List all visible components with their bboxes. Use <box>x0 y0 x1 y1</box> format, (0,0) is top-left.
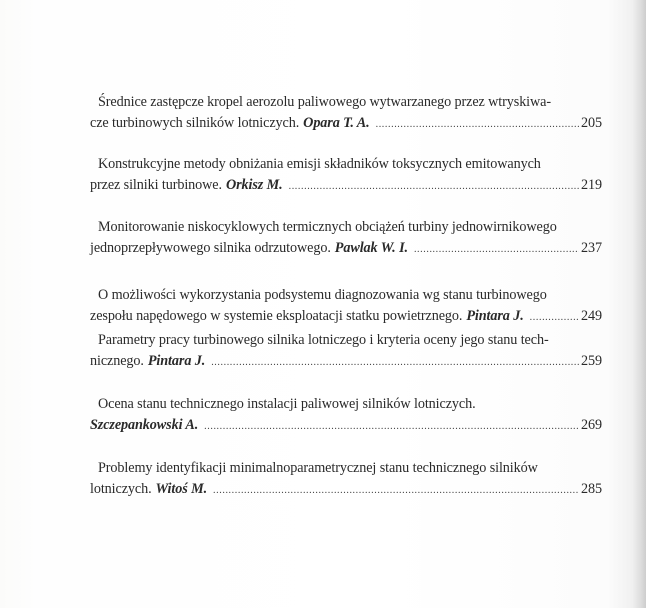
page-edge-shadow <box>632 0 646 608</box>
entry-author: Opara T. A. <box>303 114 370 131</box>
entry-last-line <box>90 306 602 329</box>
entry-title-line: Monitorowanie niskocyklowych termicznych obciążeń turbiny jednowirnikowego <box>98 219 557 235</box>
entry-author: Pintara J. <box>147 352 206 369</box>
entry-author: Orkisz M. <box>225 176 283 193</box>
dot-leader <box>289 177 579 198</box>
entry-title-line: Ocena stanu technicznego instalacji paliwowej silników lotniczych. <box>98 396 476 412</box>
entry-author: Szczepankowski A. <box>90 416 199 433</box>
entry-title-tail: lotniczych. <box>90 480 152 497</box>
entry-last-line <box>90 113 602 136</box>
entry-title-tail: jednoprzepływowego silnika odrzutowego. <box>90 239 331 256</box>
entry-page-number: 249 <box>581 307 602 324</box>
entry-page-number: 205 <box>581 114 602 131</box>
entry-page-number: 219 <box>581 176 602 193</box>
entry-last-line <box>90 479 602 502</box>
entry-last-line <box>90 175 602 198</box>
entry-page-number: 259 <box>581 352 602 369</box>
dot-leader <box>414 240 579 261</box>
dot-leader <box>211 353 579 374</box>
entry-author: Witoś M. <box>155 480 208 497</box>
dot-leader <box>204 417 579 438</box>
entry-title-tail: nicznego. <box>90 352 144 369</box>
entry-page-number: 237 <box>581 239 602 256</box>
entry-title-line: Konstrukcyjne metody obniżania emisji składników toksycznych emitowanych <box>98 156 541 172</box>
dot-leader <box>376 115 579 136</box>
toc-entry <box>90 154 602 197</box>
entry-title-tail: cze turbinowych silników lotniczych. <box>90 114 300 131</box>
entry-page-number: 269 <box>581 416 602 433</box>
entry-page-number: 285 <box>581 480 602 497</box>
entry-title-tail: zespołu napędowego w systemie eksploatacji statku powietrznego. <box>90 307 463 324</box>
dot-leader <box>213 481 579 502</box>
toc-entry <box>90 285 602 328</box>
entry-title-line: Problemy identyfikacji minimalnoparametrycznej stanu technicznego silników <box>98 460 538 476</box>
entry-last-line <box>90 415 602 438</box>
entry-author: Pintara J. <box>466 307 524 324</box>
entry-last-line <box>90 351 602 374</box>
toc-entry <box>90 458 602 501</box>
entry-author: Pawlak W. I. <box>334 239 408 256</box>
entry-title-line: O możliwości wykorzystania podsystemu diagnozowania wg stanu turbinowego <box>98 287 547 303</box>
toc-entry <box>90 330 602 373</box>
entry-title-tail: przez silniki turbinowe. <box>90 176 222 193</box>
entry-title-line: Parametry pracy turbinowego silnika lotniczego i kryteria oceny jego stanu tech- <box>98 332 549 348</box>
toc-entry <box>90 92 602 135</box>
dot-leader <box>530 308 579 329</box>
entry-title-line: Średnice zastępcze kropel aerozolu paliwowego wytwarzanego przez wtryskiwa- <box>98 94 551 110</box>
entry-last-line <box>90 238 602 261</box>
toc-entry <box>90 217 602 260</box>
toc-entry <box>90 394 602 437</box>
